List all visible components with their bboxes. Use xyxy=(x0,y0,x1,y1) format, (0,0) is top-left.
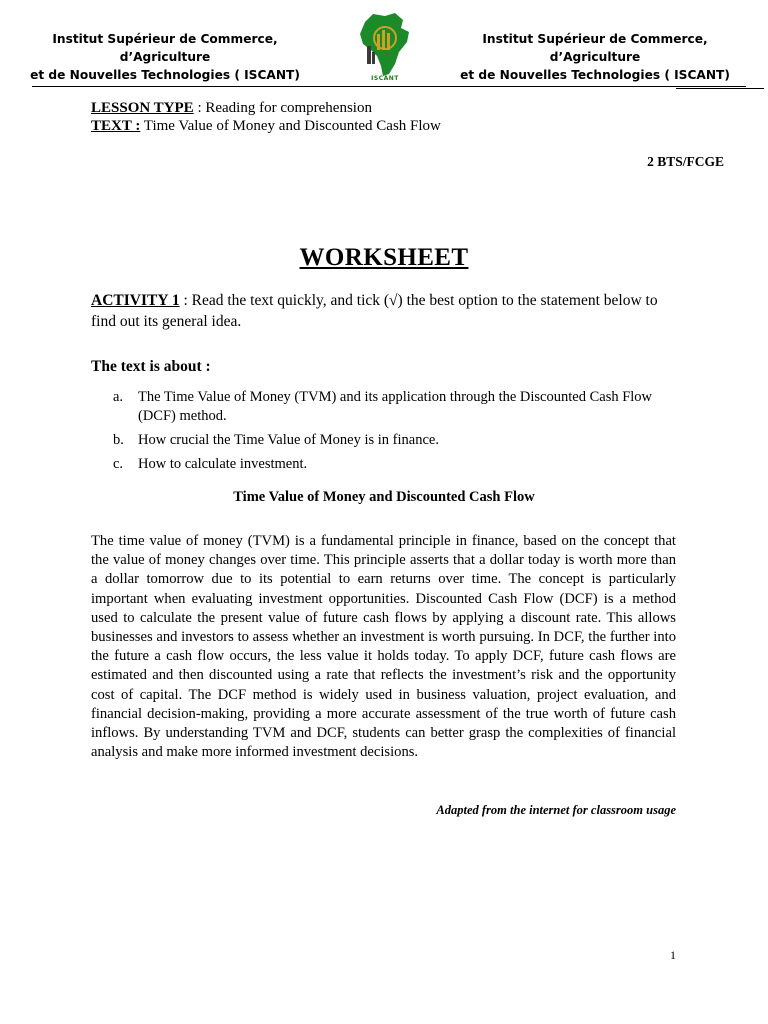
option-letter: b. xyxy=(113,432,124,448)
list-item[interactable] xyxy=(91,455,681,474)
activity-instruction xyxy=(91,290,681,332)
reading-title: Time Value of Money and Discounted Cash Flow xyxy=(233,489,535,505)
header-institution-left xyxy=(20,30,310,84)
lesson-type-label: LESSON TYPE xyxy=(91,100,194,116)
lesson-text xyxy=(91,117,441,135)
option-letter: a. xyxy=(113,389,124,405)
source-note: Adapted from the internet for classroom usage xyxy=(436,803,676,817)
page-number: 1 xyxy=(670,948,676,962)
activity-text: : Read the text quickly, and tick (√) the best option to the statement below to find out its general idea. xyxy=(91,292,658,330)
option-text: How to calculate investment. xyxy=(138,456,308,472)
institution-line-2: et de Nouvelles Technologies ( ISCANT) xyxy=(460,68,730,82)
reading-paragraph: The time value of money (TVM) is a fundamental principle in finance, based on the concept that the value of money changes over time. This principle asserts that a dollar today is worth more than a dollar tomorrow due to its potential to earn returns over time. The concept is particularly important when evaluating investment opportunities. Discounted Cash Flow (DCF) is a method used to calculate the present value of future cash flows by applying a discount rate. This allows businesses and investors to assess whether an investment is worth pursuing. In DCF, the further into the future a cash flow occurs, the less value it holds today. To apply DCF, future cash flows are estimated and then discounted using a rate that reflects the investment’s risk and the opportunity cost of capital. The DCF method is widely used in business valuation, project evaluation, and financial decision-making, providing a more accurate assessment of the true worth of future cash inflows. By understanding TVM and DCF, students can better grasp the complexities of financial analysis and make more informed investment decisions. xyxy=(91,533,676,761)
header-divider-secondary xyxy=(676,88,764,89)
lesson-text-label: TEXT : xyxy=(91,118,141,134)
options-list xyxy=(91,388,681,479)
header-divider xyxy=(32,86,746,87)
lesson-text-value: Time Value of Money and Discounted Cash Flow xyxy=(140,118,441,134)
institution-line-1: Institut Supérieur de Commerce, d’Agriculture xyxy=(52,32,278,64)
worksheet-title: WORKSHEET xyxy=(299,244,469,271)
list-item[interactable] xyxy=(91,431,681,450)
list-item[interactable] xyxy=(91,388,681,426)
option-text: The Time Value of Money (TVM) and its application through the Discounted Cash Flow (DCF) method. xyxy=(138,389,653,424)
institution-line-1: Institut Supérieur de Commerce, d’Agriculture xyxy=(482,32,708,64)
class-level: 2 BTS/FCGE xyxy=(647,154,724,169)
logo-caption: ISCANT xyxy=(371,75,399,82)
lesson-type xyxy=(91,99,372,117)
option-text: How crucial the Time Value of Money is in finance. xyxy=(138,432,439,448)
activity-label: ACTIVITY 1 xyxy=(91,292,180,309)
header-institution-right xyxy=(450,30,740,84)
institution-line-2: et de Nouvelles Technologies ( ISCANT) xyxy=(30,68,300,82)
lesson-type-value: : Reading for comprehension xyxy=(193,100,372,116)
option-letter: c. xyxy=(113,456,124,472)
question-heading: The text is about : xyxy=(91,358,211,375)
